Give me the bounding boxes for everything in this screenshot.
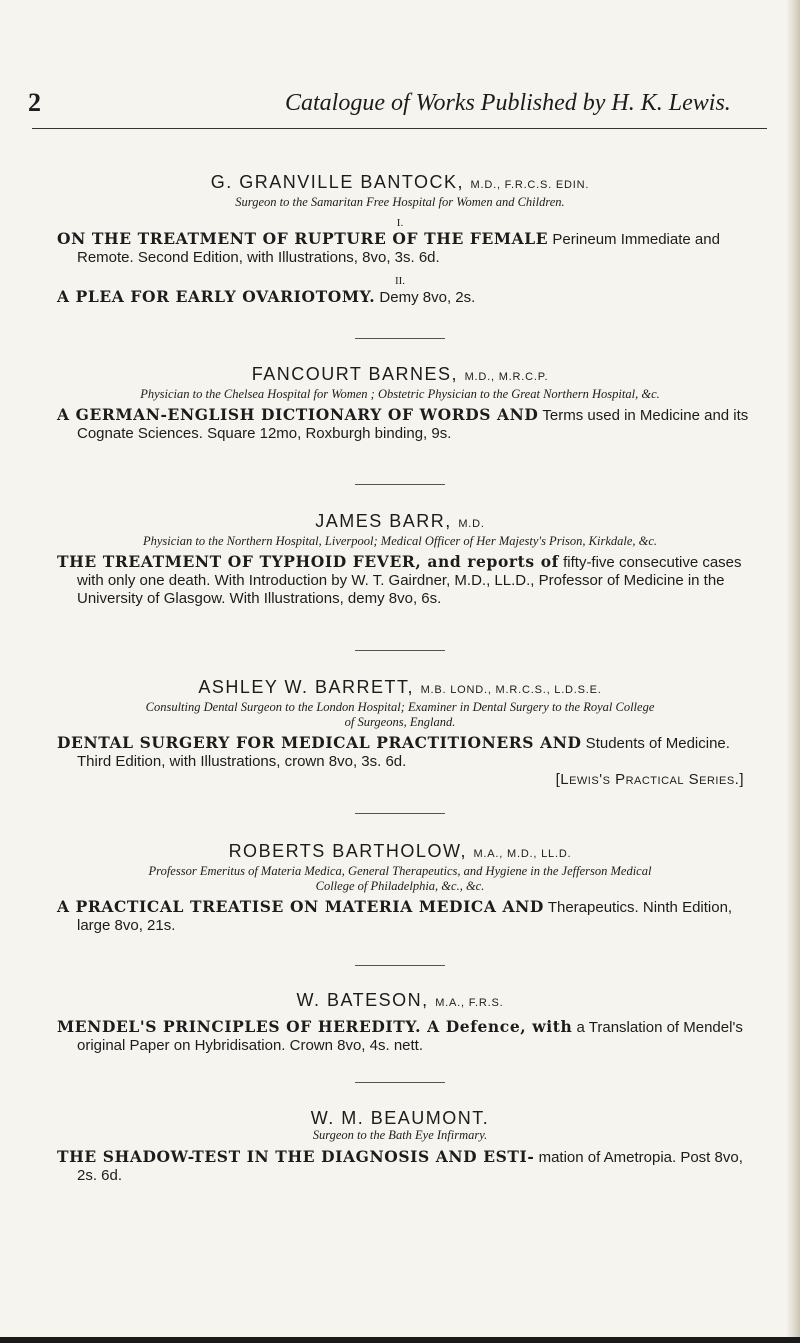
author-affiliation: Surgeon to the Bath Eye Infirmary. (312, 1128, 488, 1142)
entry-bantock (0, 172, 800, 307)
author-affiliation: Surgeon to the Samaritan Free Hospital for Women and Children. (235, 195, 565, 209)
work-title: ON THE TREATMENT OF RUPTURE OF THE FEMALE (57, 229, 549, 248)
author-name: ASHLEY W. BARRETT, M.B. LOND., M.R.C.S., L.D.S.E. (198, 677, 602, 697)
page-edge-shadow (786, 0, 800, 1343)
author-name: W. M. BEAUMONT. (310, 1108, 490, 1128)
work-title: MENDEL'S PRINCIPLES OF HEREDITY. A Defence, with (57, 1017, 573, 1036)
author-name: JAMES BARR, M.D. (315, 511, 485, 531)
entry-barrett (0, 677, 800, 789)
work-details: mation of Ametropia. Post 8vo, 2s. 6d. (77, 1149, 743, 1184)
work-listing (57, 406, 764, 443)
entry-beaumont (0, 1108, 800, 1185)
separator-rule (355, 338, 445, 339)
page-header (0, 88, 800, 128)
page-number: 2 (28, 88, 41, 117)
work-details: Terms used in Medicine and its Cognate Sciences. Square 12mo, Roxburgh binding, 9s. (77, 407, 749, 442)
entry-bateson (0, 990, 800, 1055)
entry-bartholow (0, 841, 800, 935)
author-affiliation: Physician to the Chelsea Hospital for Women ; Obstetric Physician to the Great Northern Hospital, &c. (140, 387, 660, 401)
work-listing (57, 1018, 764, 1055)
author-affiliation: Physician to the Northern Hospital, Liverpool; Medical Officer of Her Majesty's Prison, Kirkdale, &c. (142, 534, 658, 548)
work-title: A PLEA FOR EARLY OVARIOTOMY. (57, 287, 376, 306)
author-affiliation: Professor Emeritus of Materia Medica, General Therapeutics, and Hygiene in the Jefferson Medical (148, 864, 652, 878)
work-details: Students of Medicine. Third Edition, with Illustrations, crown 8vo, 3s. 6d. (77, 735, 730, 770)
separator-rule (355, 1082, 445, 1083)
work-numeral: I. (396, 217, 404, 229)
entry-barr (0, 511, 800, 608)
work-title: DENTAL SURGERY FOR MEDICAL PRACTITIONERS AND (57, 733, 582, 752)
work-listing (57, 553, 764, 608)
series-note: [Lewis's Practical Series.] (555, 771, 744, 788)
author-name: FANCOURT BARNES, M.D., M.R.C.P. (251, 364, 549, 384)
author-affiliation: Consulting Dental Surgeon to the London Hospital; Examiner in Dental Surgery to the Royal College (145, 700, 655, 714)
separator-rule (355, 965, 445, 966)
work-listing (57, 1148, 764, 1185)
author-affiliation-continued: of Surgeons, England. (344, 715, 456, 729)
author-name: G. GRANVILLE BANTOCK, M.D., F.R.C.S. EDIN. (210, 172, 590, 192)
separator-rule (355, 813, 445, 814)
work-details: Demy 8vo, 2s. (375, 289, 476, 306)
work-details: Perineum Immediate and Remote. Second Edition, with Illustrations, 8vo, 3s. 6d. (77, 231, 720, 266)
work-details: Therapeutics. Ninth Edition, large 8vo, 21s. (77, 899, 733, 934)
work-listing (57, 898, 764, 935)
work-listing (57, 230, 764, 267)
entry-barnes (0, 364, 800, 443)
work-details: fifty-five consecutive cases with only one death. With Introduction by W. T. Gairdner, M.D., LL.D., Professor of Medicine in the University of Glasgow. With Illustrations, demy 8vo, 6s. (77, 554, 742, 607)
header-rule (32, 128, 767, 129)
page-bottom-edge (0, 1337, 800, 1343)
work-title: A PRACTICAL TREATISE ON MATERIA MEDICA AND (57, 897, 544, 916)
author-affiliation-continued: College of Philadelphia, &c., &c. (315, 879, 485, 893)
work-details: a Translation of Mendel's original Paper on Hybridisation. Crown 8vo, 4s. nett. (77, 1019, 743, 1054)
separator-rule (355, 650, 445, 651)
running-head: Catalogue of Works Published by H. K. Lewis. (285, 90, 731, 116)
author-name: ROBERTS BARTHOLOW, M.A., M.D., LL.D. (228, 841, 572, 861)
work-title: THE TREATMENT OF TYPHOID FEVER, and reports of (57, 552, 559, 571)
work-title: A GERMAN-ENGLISH DICTIONARY OF WORDS AND (57, 405, 539, 424)
work-title: THE SHADOW-TEST IN THE DIAGNOSIS AND ESTI- (57, 1147, 535, 1166)
separator-rule (355, 484, 445, 485)
author-name: W. BATESON, M.A., F.R.S. (296, 990, 504, 1010)
work-listing (57, 734, 764, 771)
work-numeral: II. (394, 275, 406, 287)
work-listing (57, 288, 764, 307)
